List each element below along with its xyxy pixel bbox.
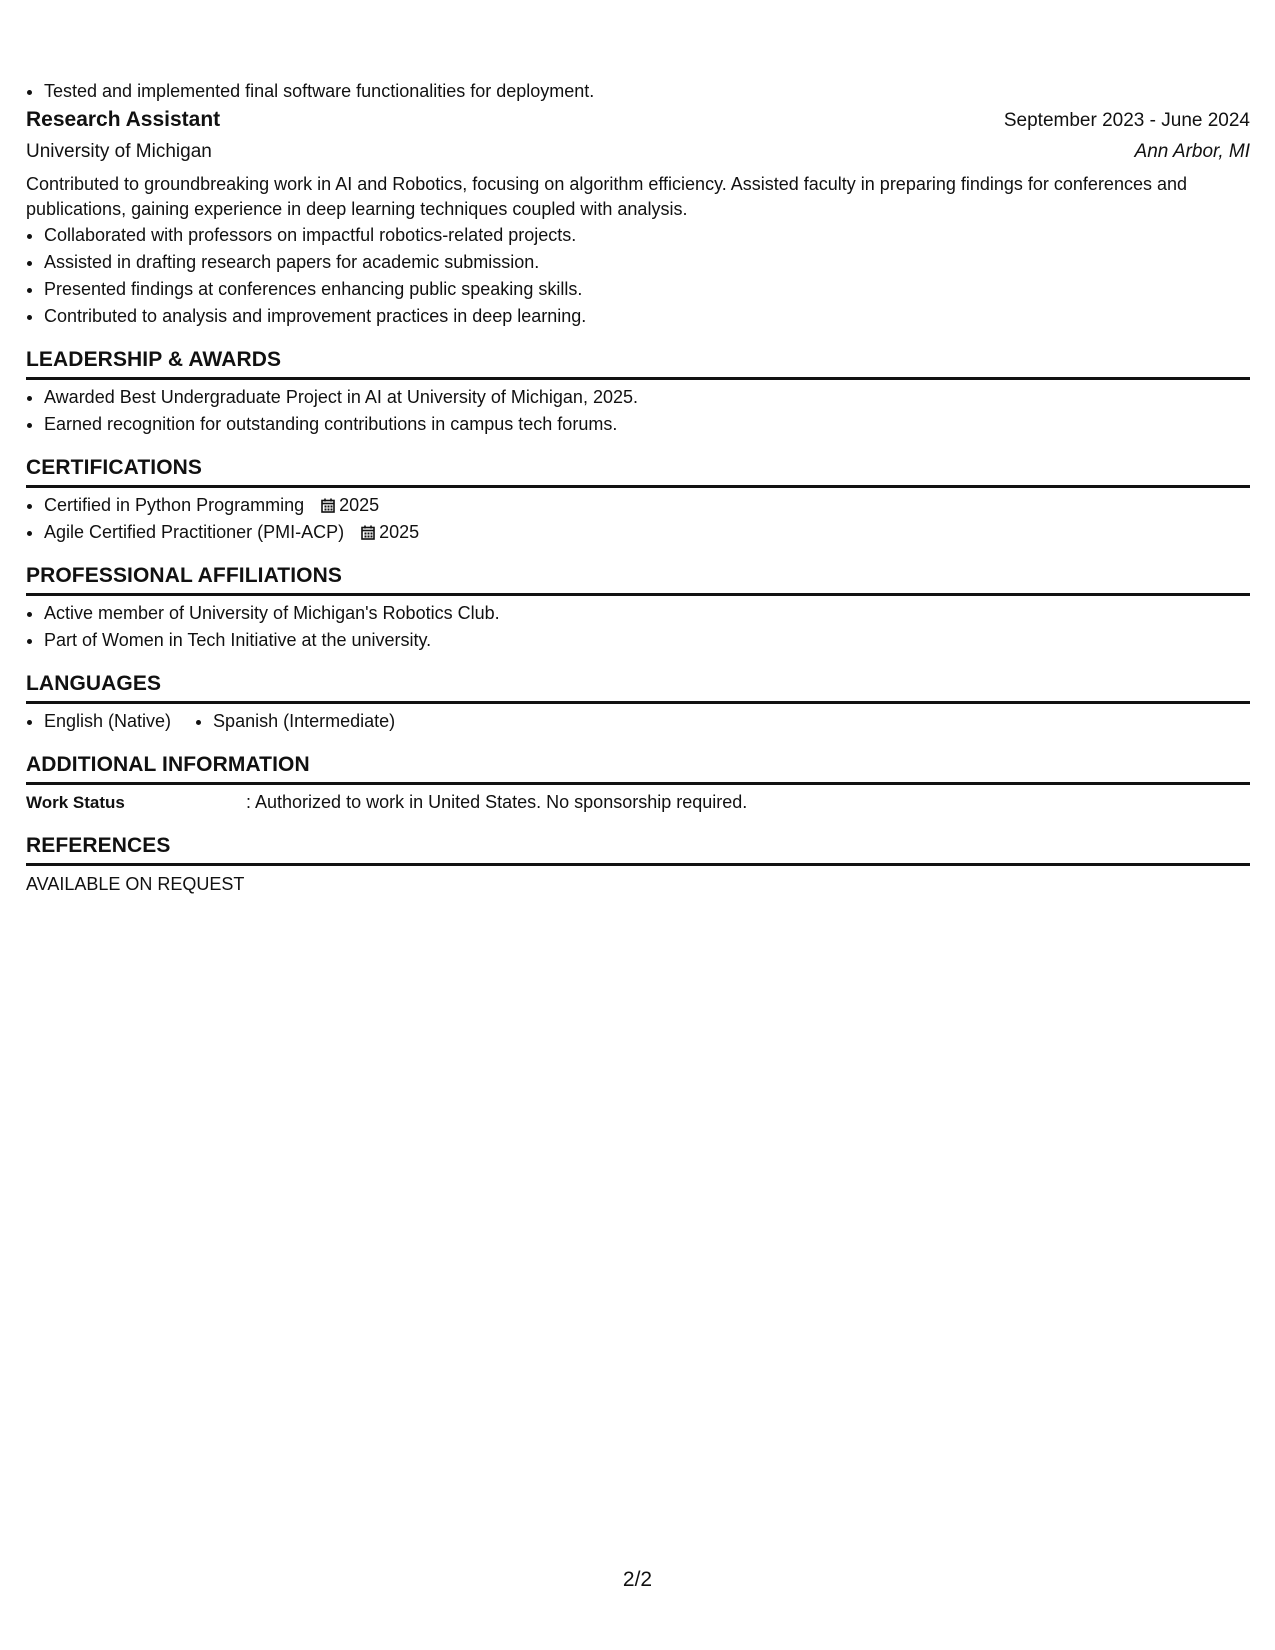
job-dates: September 2023 - June 2024 <box>1003 110 1250 131</box>
info-value: : Authorized to work in United States. No sponsorship required. <box>246 792 748 812</box>
job-organization: University of Michigan <box>26 141 212 162</box>
job-bullets <box>26 222 1250 330</box>
affiliations-list <box>26 600 1250 654</box>
references-section <box>26 832 1250 898</box>
section-title: PROFESSIONAL AFFILIATIONS <box>26 562 1250 596</box>
job-entry <box>26 105 1250 330</box>
info-label: Work Status <box>26 793 125 812</box>
certifications-list <box>26 492 1250 546</box>
certification-year: 2025 <box>379 522 420 542</box>
page-number: 2/2 <box>622 1568 653 1591</box>
job-description: Contributed to groundbreaking work in AI and Robotics, focusing on algorithm efficiency. Assisted faculty in preparing findings for conferences and publications, gaining experience in deep learning techniques coupled with analysis. <box>26 174 1187 219</box>
section-title: LEADERSHIP & AWARDS <box>26 346 1250 380</box>
affiliations-section <box>26 562 1250 654</box>
list-item: • English (Native) <box>44 708 171 735</box>
certification-name: Agile Certified Practitioner (PMI-ACP) <box>44 522 345 542</box>
languages-list <box>26 708 1250 735</box>
job-title: Research Assistant <box>26 108 221 131</box>
resume-page <box>26 78 1250 898</box>
section-title: LANGUAGES <box>26 670 1250 704</box>
calendar-icon <box>361 525 375 540</box>
list-item: • Active member of University of Michigan's Robotics Club. <box>44 600 1250 627</box>
leadership-list <box>26 384 1250 438</box>
list-item: • Spanish (Intermediate) <box>213 708 395 735</box>
list-item: • Presented findings at conferences enhancing public speaking skills. <box>44 276 1250 303</box>
list-item: • Assisted in drafting research papers for academic submission. <box>44 249 1250 276</box>
section-title: ADDITIONAL INFORMATION <box>26 751 1250 785</box>
leadership-section <box>26 346 1250 438</box>
certifications-section <box>26 454 1250 546</box>
certification-name: Certified in Python Programming <box>44 495 305 515</box>
list-item: • Collaborated with professors on impactful robotics-related projects. <box>44 222 1250 249</box>
list-item <box>44 519 1250 546</box>
list-item: • Earned recognition for outstanding contributions in campus tech forums. <box>44 411 1250 438</box>
additional-info-section <box>26 751 1250 816</box>
job-location: Ann Arbor, MI <box>1134 141 1250 162</box>
list-item <box>44 492 1250 519</box>
section-title: CERTIFICATIONS <box>26 454 1250 488</box>
previous-job-bullets <box>26 78 1250 105</box>
job-header <box>26 105 1250 136</box>
list-item: • Awarded Best Undergraduate Project in AI at University of Michigan, 2025. <box>44 384 1250 411</box>
list-item: • Tested and implemented final software functionalities for deployment. <box>44 78 1250 105</box>
list-item: • Part of Women in Tech Initiative at the university. <box>44 627 1250 654</box>
job-subheader <box>26 137 1250 167</box>
languages-section <box>26 670 1250 735</box>
list-item: • Contributed to analysis and improvement practices in deep learning. <box>44 303 1250 330</box>
section-title: REFERENCES <box>26 832 1250 866</box>
info-row <box>26 789 1250 816</box>
calendar-icon <box>321 498 335 513</box>
references-text: AVAILABLE ON REQUEST <box>26 874 245 894</box>
certification-year: 2025 <box>339 495 380 515</box>
